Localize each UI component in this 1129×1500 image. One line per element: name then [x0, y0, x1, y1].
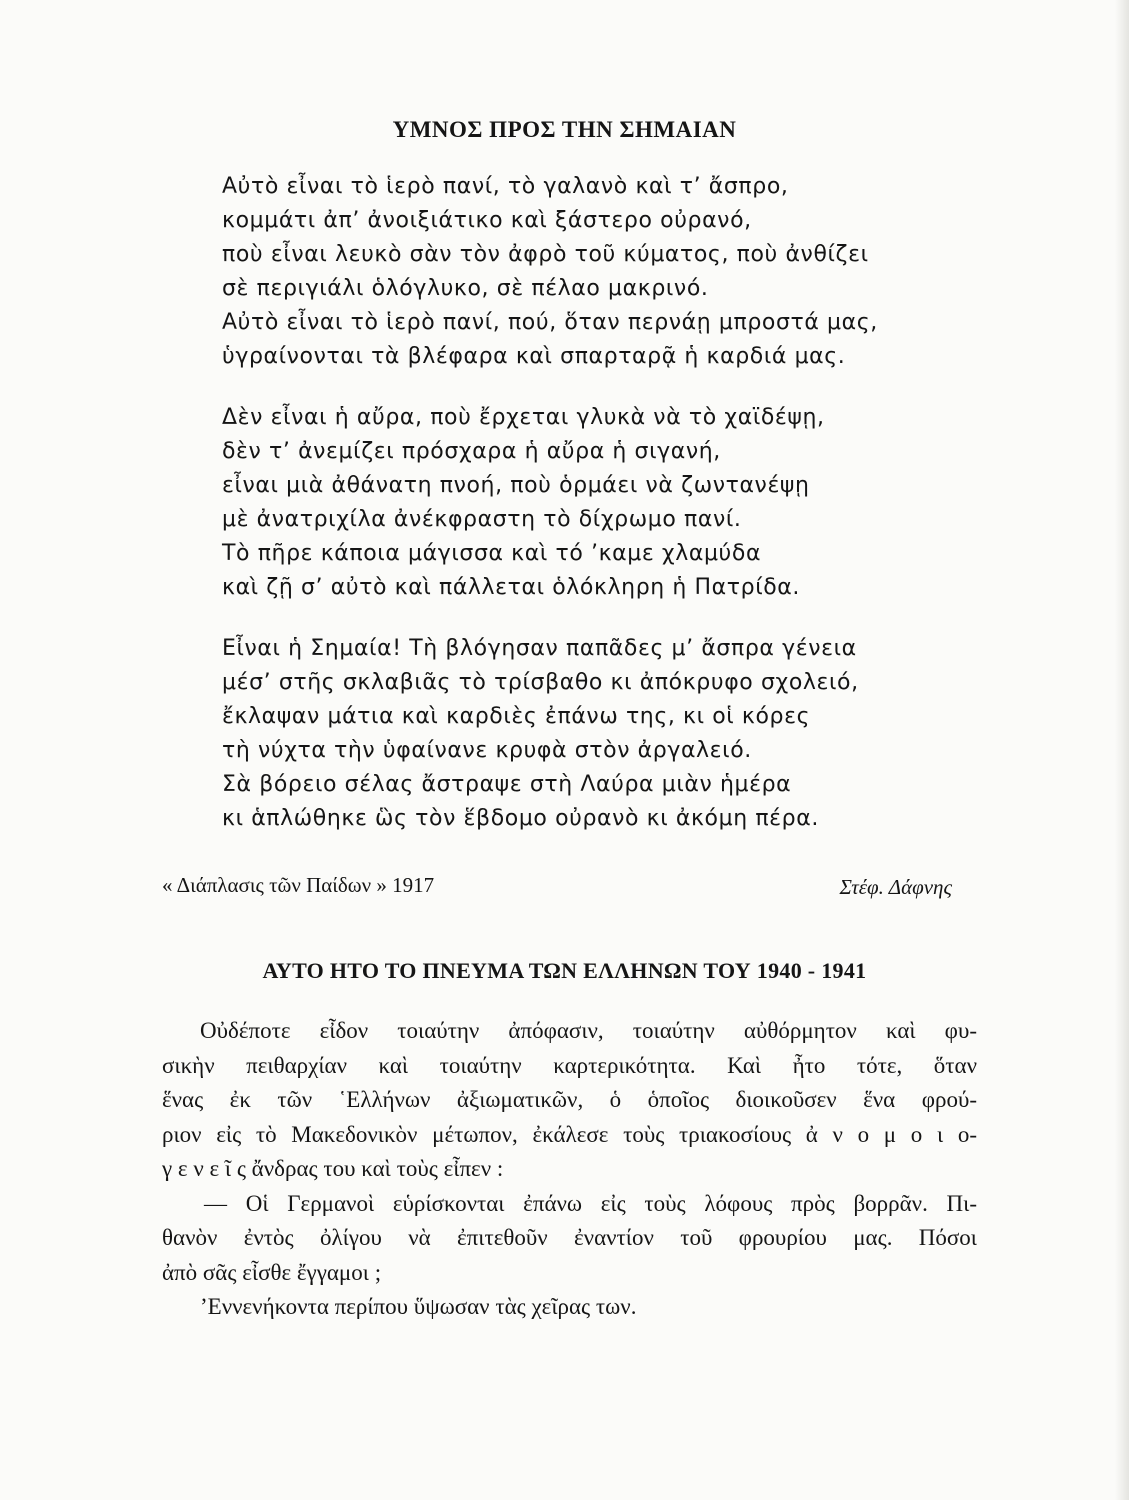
prose-line: θανὸν ἐντὸς ὀλίγου νὰ ἐπιτεθοῦν ἐναντίον τοῦ φρουρίου μας. Πόσοι: [162, 1225, 977, 1250]
prose-line: — Οἱ Γερμανοὶ εὑρίσκονται ἐπάνω εἰς τοὺς λόφους πρὸς βορρᾶν. Πι-: [204, 1190, 977, 1216]
poem-line: Εἶναι ἡ Σημαία! Τὴ βλόγησαν παπᾶδες μ’ ἄσπρα γένεια: [222, 636, 857, 661]
poem-line: ἔκλαψαν μάτια καὶ καρδιὲς ἐπάνω της, κι οἱ κόρες: [222, 704, 811, 729]
poem-line: Αὐτὸ εἶναι τὸ ἱερὸ πανί, πού, ὅταν περνάῃ μπροστά μας,: [222, 310, 878, 335]
prose-line: Οὐδέποτε εἶδον τοιαύτην ἀπόφασιν, τοιαύτην αὐθόρμητον καὶ φυ-: [200, 1018, 977, 1043]
poem-line: Τὸ πῆρε κάποια μάγισσα καὶ τό ’καμε χλαμύδα: [222, 541, 762, 566]
hymn-title: ΥΜΝΟΣ ΠΡΟΣ ΤΗΝ ΣΗΜΑΙΑΝ: [392, 117, 737, 142]
hymn-poem: [222, 170, 1002, 863]
poem-stanza-3: [222, 632, 1002, 836]
poem-line: Δὲν εἶναι ἡ αὔρα, ποὺ ἔρχεται γλυκὰ νὰ τὸ χαϊδέψῃ,: [222, 405, 825, 430]
poem-stanza-1: [222, 170, 1002, 374]
article-body: [162, 1014, 977, 1325]
poem-line: μὲ ἀνατριχίλα ἀνέκφραστη τὸ δίχρωμο πανί.: [222, 507, 742, 532]
poem-line: Αὐτὸ εἶναι τὸ ἱερὸ πανί, τὸ γαλανὸ καὶ τ’ ἄσπρο,: [222, 174, 789, 199]
prose-line: ’Εννενήκοντα περίπου ὕψωσαν τὰς χεῖρας των.: [200, 1294, 637, 1319]
prose-line: ριον εἰς τὸ Μακεδονικὸν μέτωπον, ἐκάλεσε τοὺς τριακοσίους ἀ ν ο μ ο ι ο-: [162, 1121, 977, 1147]
article-title: ΑΥΤΟ ΗΤΟ ΤΟ ΠΝΕΥΜΑ ΤΩΝ ΕΛΛΗΝΩΝ ΤΟΥ 1940 - 1941: [262, 958, 867, 983]
poem-line: καὶ ζῇ σ’ αὐτὸ καὶ πάλλεται ὁλόκληρη ἡ Πατρίδα.: [222, 575, 800, 600]
poem-line: εἶναι μιὰ ἀθάνατη πνοή, ποὺ ὁρμάει νὰ ζωντανέψῃ: [222, 473, 810, 498]
poem-source: « Διάπλασις τῶν Παίδων » 1917: [162, 873, 435, 897]
poem-attribution: [162, 873, 952, 903]
poem-line: ποὺ εἶναι λευκὸ σὰν τὸν ἀφρὸ τοῦ κύματος, ποὺ ἀνθίζει: [222, 242, 869, 267]
poem-stanza-2: [222, 401, 1002, 605]
poem-line: κι ἁπλώθηκε ὣς τὸν ἕβδομο οὐρανὸ κι ἀκόμη πέρα.: [222, 806, 819, 831]
prose-line: γ ε ν ε ῖ ς ἄνδρας του καὶ τοὺς εἶπεν :: [162, 1156, 504, 1181]
poem-author: Στέφ. Δάφνης: [839, 875, 952, 899]
poem-line: σὲ περιγιάλι ὁλόγλυκο, σὲ πέλαο μακρινό.: [222, 276, 709, 301]
page-edge-shadow: [1115, 0, 1129, 1500]
poem-line: κομμάτι ἀπ’ ἀνοιξιάτικο καὶ ξάστερο οὐρανό,: [222, 208, 752, 233]
poem-line: τὴ νύχτα τὴν ὑφαίνανε κρυφὰ στὸν ἀργαλειό.: [222, 738, 752, 763]
poem-line: μέσ’ στῆς σκλαβιᾶς τὸ τρίσβαθο κι ἀπόκρυφο σχολειό,: [222, 670, 859, 695]
prose-line: ἕνας ἐκ τῶν ῾Ελλήνων ἀξιωματικῶν, ὁ ὁποῖος διοικοῦσεν ἕνα φρού-: [162, 1087, 977, 1112]
prose-line: σικὴν πειθαρχίαν καὶ τοιαύτην καρτερικότητα. Καὶ ἦτο τότε, ὅταν: [162, 1052, 977, 1078]
poem-line: Σὰ βόρειο σέλας ἄστραψε στὴ Λαύρα μιὰν ἡμέρα: [222, 772, 792, 797]
prose-line: ἀπὸ σᾶς εἶσθε ἔγγαμοι ;: [162, 1259, 382, 1285]
poem-line: ὑγραίνονται τὰ βλέφαρα καὶ σπαρταρᾷ ἡ καρδιά μας.: [222, 344, 846, 369]
poem-line: δὲν τ’ ἀνεμίζει πρόσχαρα ἡ αὔρα ἡ σιγανή,: [222, 439, 721, 464]
